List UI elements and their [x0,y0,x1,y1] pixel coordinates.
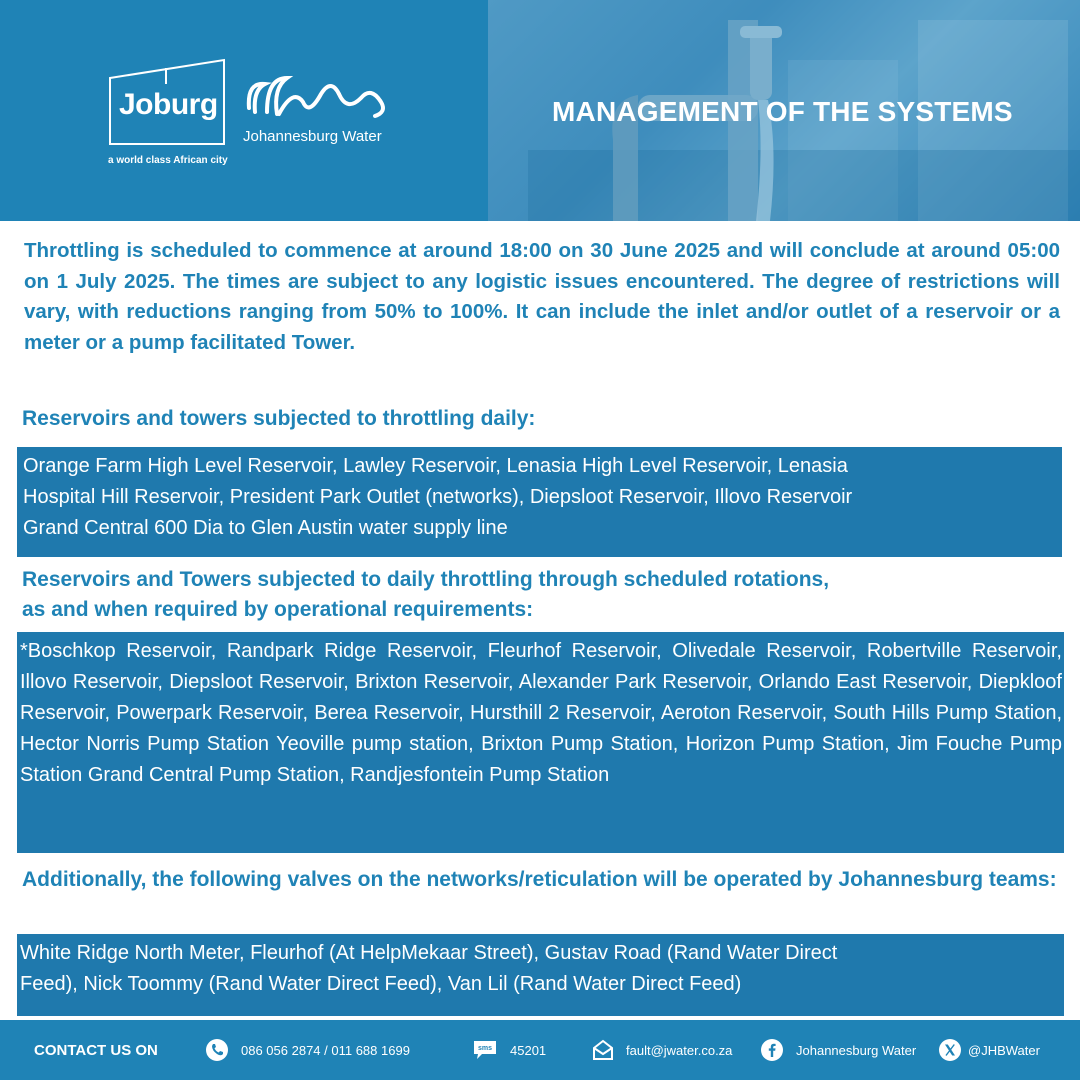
sms-icon-label: sms [477,1045,493,1052]
facebook-icon [760,1038,784,1062]
sms-contact[interactable] [472,1020,546,1080]
contact-label: CONTACT US ON [34,1041,158,1059]
daily-throttling-list [17,447,1062,557]
list-line: Orange Farm High Level Reservoir, Lawley Reservoir, Lenasia High Level Reservoir, Lenasia [23,455,848,477]
section-heading-valves: Additionally, the following valves on the networks/reticulation will be operated by Johannesburg teams: [22,868,1057,891]
section-heading-rotations [22,565,829,625]
section-heading-daily: Reservoirs and towers subjected to throttling daily: [22,407,536,430]
list-line: White Ridge North Meter, Fleurhof (At HelpMekaar Street), Gustav Road (Rand Water Direct [20,942,838,964]
list-line: Grand Central 600 Dia to Glen Austin water supply line [23,517,508,539]
rotation-throttling-list: *Boschkop Reservoir, Randpark Ridge Reservoir, Fleurhof Reservoir, Olivedale Reservoir, Robertville Reservoir, Illovo Reservoir, Diepsloot Reservoir, Brixton Reservoir, Alexander Park Reservoir, Orlando East Reservoir, Diepkloof Reservoir, Powerpark Reservoir, Berea Reservoir, Hursthill 2 Reservoir, Aeroton Reservoir, South Hills Pump Station, Hector Norris Pump Station Yeoville pump station, Brixton Pump Station, Horizon Pump Station, Jim Fouche Pump Station Grand Central Pump Station, Randjesfontein Pump Station [17,632,1064,853]
joburg-logo [108,58,226,146]
contact-footer [0,1020,1080,1080]
sms-number: 45201 [510,1042,547,1058]
phone-numbers: 086 056 2874 / 011 688 1699 [241,1042,410,1058]
phone-contact[interactable] [205,1020,410,1080]
header-banner [0,0,1080,221]
email-address: fault@jwater.co.za [626,1042,733,1058]
heading-line: as and when required by operational requirements: [22,598,534,621]
phone-icon [205,1038,229,1062]
email-contact[interactable] [592,1020,732,1080]
joburg-tagline: a world class African city [108,155,228,166]
johannesburg-water-logo-text: Johannesburg Water [243,128,382,145]
johannesburg-water-logo [243,68,393,158]
x-handle: @JHBWater [968,1042,1040,1058]
sms-icon [472,1039,498,1061]
page-title: MANAGEMENT OF THE SYSTEMS [552,96,1013,127]
x-icon [938,1038,962,1062]
email-icon [592,1039,614,1061]
facebook-name: Johannesburg Water [796,1042,917,1058]
intro-paragraph: Throttling is scheduled to commence at around 18:00 on 30 June 2025 and will conclude at around 05:00 on 1 July 2025. The times are subject to any logistic issues encountered. The degree of restrictions will vary, with reductions ranging from 50% to 100%. It can include the inlet and/or outlet of a reservoir or a meter or a pump facilitated Tower. [24,239,1060,354]
heading-line: Reservoirs and Towers subjected to daily throttling through scheduled rotations, [22,568,830,591]
valves-list [17,934,1064,1016]
facebook-contact[interactable] [760,1020,916,1080]
list-line: Hospital Hill Reservoir, President Park Outlet (networks), Diepsloot Reservoir, Illovo Reservoir [23,486,853,508]
x-contact[interactable] [938,1020,1040,1080]
joburg-logo-text: Joburg [119,88,218,121]
list-line: Feed), Nick Toommy (Rand Water Direct Feed), Van Lil (Rand Water Direct Feed) [20,973,742,995]
